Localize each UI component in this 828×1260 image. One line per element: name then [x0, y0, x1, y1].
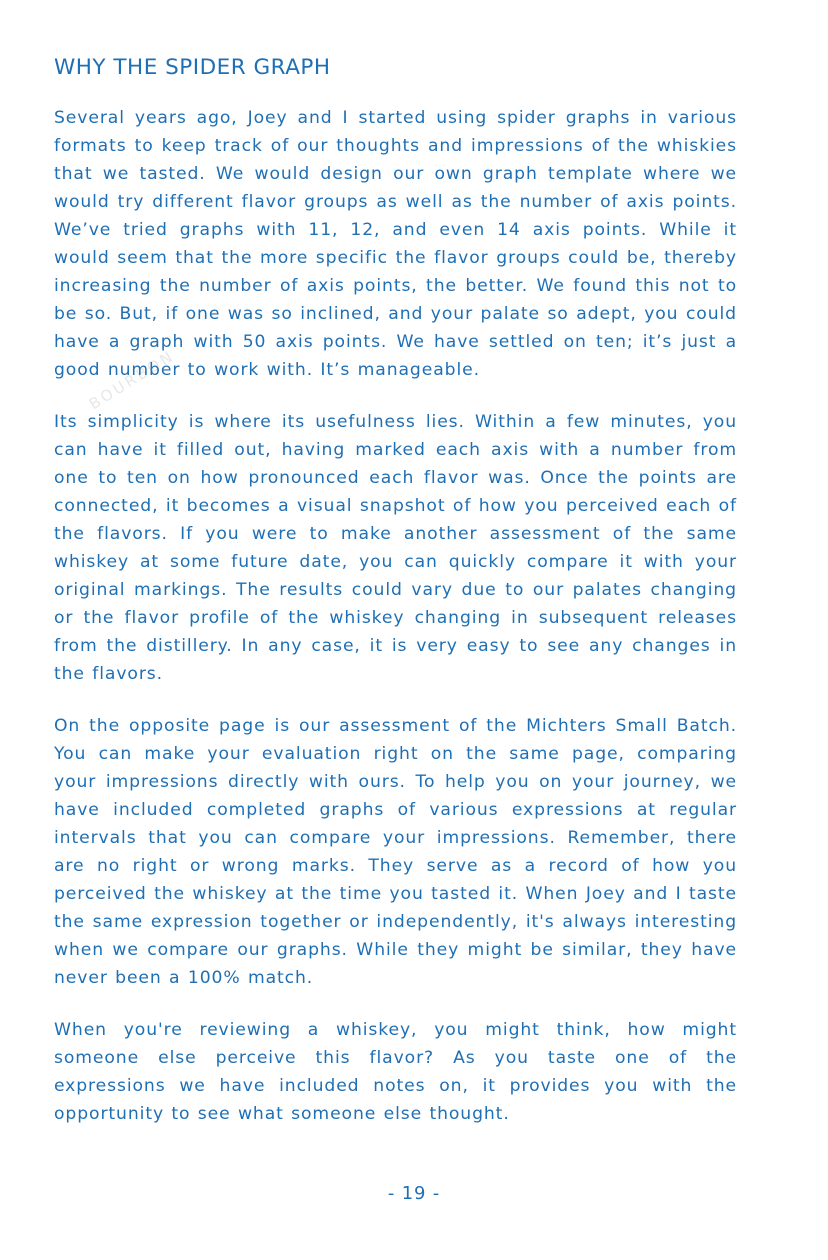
paragraph-3: On the opposite page is our assessment of the Michters Small Batch. You can make your evaluation right on the same page, comparing your impressions directly with ours. To help you on your journey, we have included completed graphs of various expressions at regular intervals that you can compare your impressions. Remember, there are no right or wrong marks. They serve as a record of how you perceived the whiskey at the time you tasted it. When Joey and I taste the same expression together or independently, it's always interesting when we compare our graphs. While they might be similar, they have never been a 100% match. — [54, 716, 737, 988]
paragraph-1: Several years ago, Joey and I started using spider graphs in various formats to keep track of our thoughts and impressions of the whiskies that we tasted. We would design our own graph template where we would try different flavor groups as well as the number of axis points. We’ve tried graphs with 11, 12, and even 14 axis points. While it would seem that the more specific the flavor groups could be, thereby increasing the number of axis points, the better. We found this not to be so. But, if one was so inclined, and your palate so adept, you could have a graph with 50 axis points. We have settled on ten; it’s just a good number to work with. It’s manageable. — [54, 108, 737, 380]
page-content — [54, 52, 737, 1152]
section-heading: WHY THE SPIDER GRAPH — [54, 55, 331, 80]
watermark-text: BOURBON — [86, 346, 179, 414]
paragraph-2: Its simplicity is where its usefulness lies. Within a few minutes, you can have it filled out, having marked each axis with a number from one to ten on how pronounced each flavor was. Once the points are connected, it becomes a visual snapshot of how you perceived each of the flavors. If you were to make another assessment of the same whiskey at some future date, you can quickly compare it with your original markings. The results could vary due to our palates changing or the flavor profile of the whiskey changing in subsequent releases from the distillery. In any case, it is very easy to see any changes in the flavors. — [54, 412, 737, 684]
paragraph-4: When you're reviewing a whiskey, you might think, how might someone else perceive this flavor? As you taste one of the expressions we have included notes on, it provides you with the opportunity to see what someone else thought. — [54, 1020, 737, 1124]
page-number: - 19 - — [387, 1183, 441, 1204]
